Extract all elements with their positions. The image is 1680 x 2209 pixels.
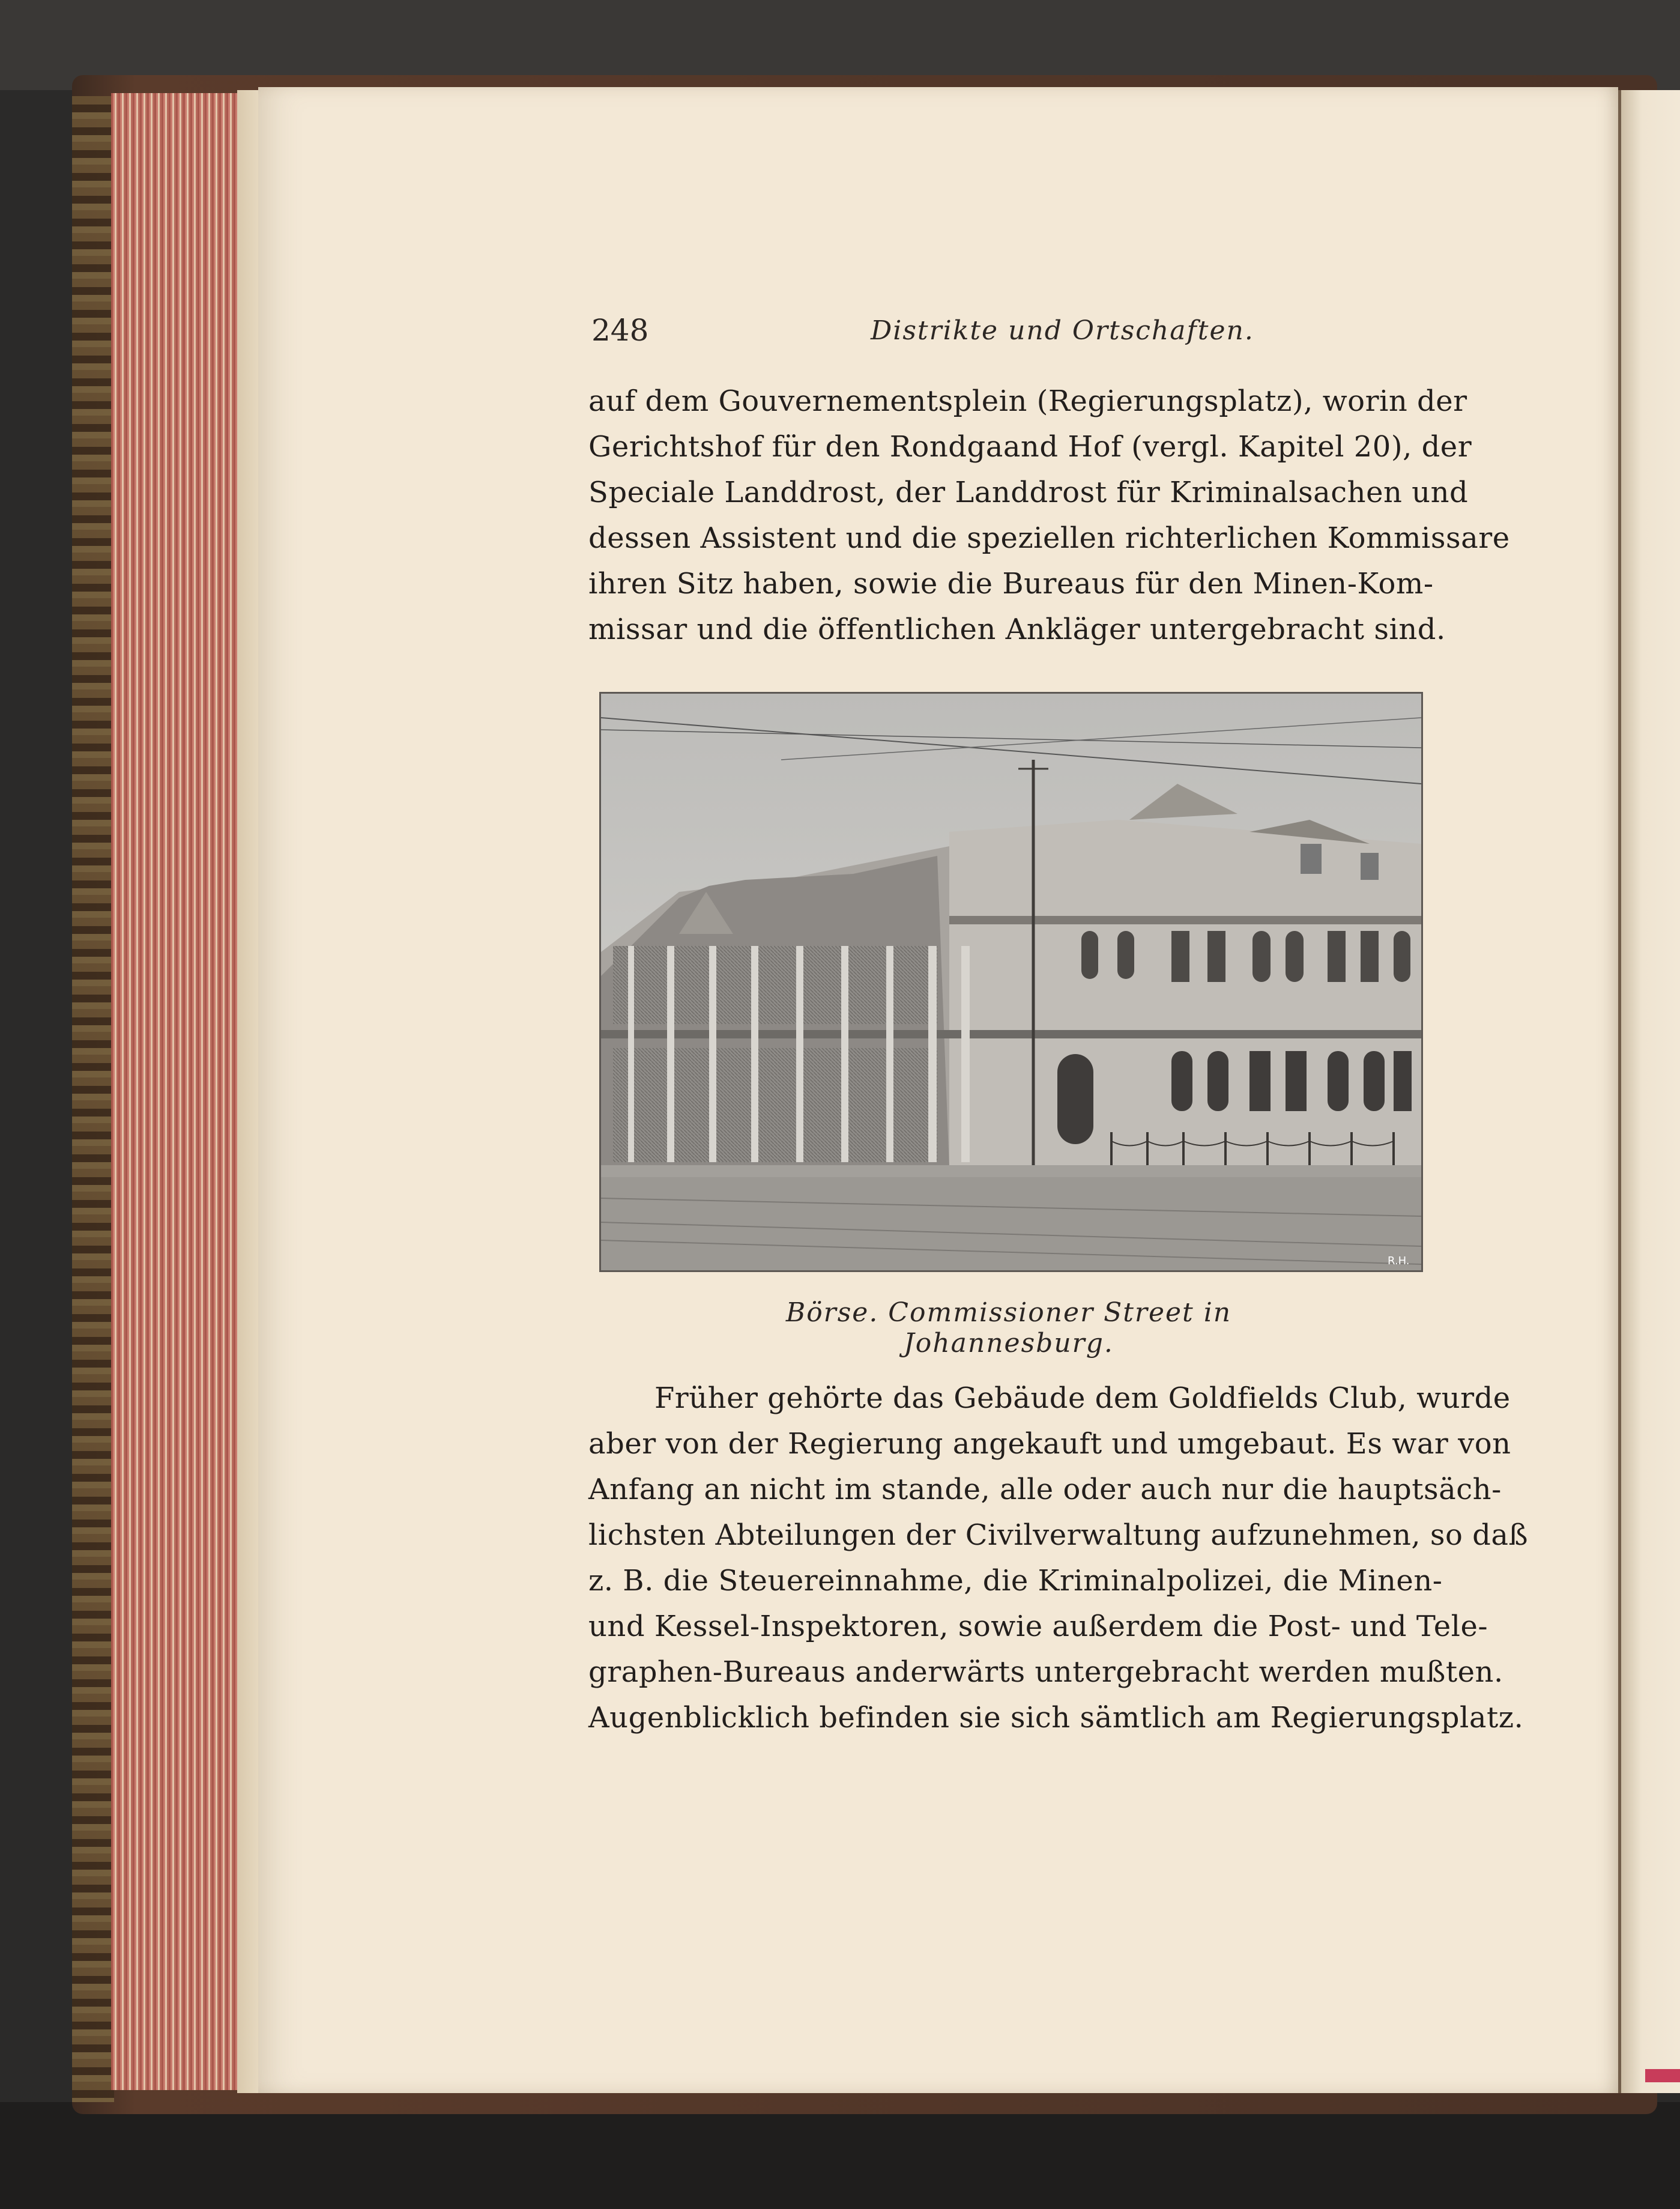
text-line: Anfang an nicht im stande, alle oder auch nur die hauptsäch- [588,1473,1502,1506]
text-line: z. B. die Steuereinnahme, die Kriminalpolizei, die Minen- [588,1564,1443,1598]
text-line: lichsten Abteilungen der Civilverwaltung aufzunehmen, so daß [588,1518,1529,1552]
corner-block [949,820,1421,1168]
running-title: Distrikte und Ortschaften. [871,315,1254,346]
text-line: Früher gehörte das Gebäude dem Goldfields Club, wurde [654,1381,1511,1415]
text-line: graphen-Bureaus anderwärts untergebracht werden mußten. [588,1655,1503,1689]
paragraph-2 [588,1375,1529,1741]
street [601,1177,1421,1270]
text-line: ihren Sitz haben, sowie die Bureaus für den Minen-Kom- [588,567,1434,601]
text-line: Augenblicklich befinden sie sich sämtlich am Regierungsplatz. [588,1701,1524,1735]
marbled-cover-edge [72,96,114,2102]
running-head [591,309,1432,351]
text-line: aber von der Regierung angekauft und umgebaut. Es war von [588,1427,1511,1461]
ribbon-corner [1645,2069,1680,2082]
building-engraving [599,692,1423,1272]
balcony-line [601,1030,1421,1038]
paragraph-1 [588,378,1510,652]
text-line: und Kessel-Inspektoren, sowie außerdem die Post- und Tele- [588,1610,1488,1643]
chimney [1301,844,1322,874]
page-number: 248 [591,313,649,348]
chimney [1361,853,1379,880]
facing-page-edge [1621,90,1680,2093]
figure-caption: Börse. Commissioner Street in Johannesburg. [785,1297,1232,1359]
text-line: Speciale Landdrost, der Landdrost für Kriminalsachen und [588,476,1469,509]
text-line: missar und die öffentlichen Ankläger untergebracht sind. [588,613,1446,646]
text-line: Gerichtshof für den Rondgaand Hof (vergl. Kapitel 20), der [588,430,1472,464]
background-bottom [0,2102,1680,2209]
sidewalk [601,1165,1421,1177]
cornice [949,916,1421,924]
text-line: dessen Assistent und die speziellen richterlichen Kommissare [588,521,1510,555]
stock-exchange-illustration [601,694,1421,1270]
page-edges-block [111,93,252,2090]
text-line: auf dem Gouvernementsplein (Regierungsplatz), worin der [588,384,1467,418]
engraver-mark: R.H. [1388,1255,1410,1267]
